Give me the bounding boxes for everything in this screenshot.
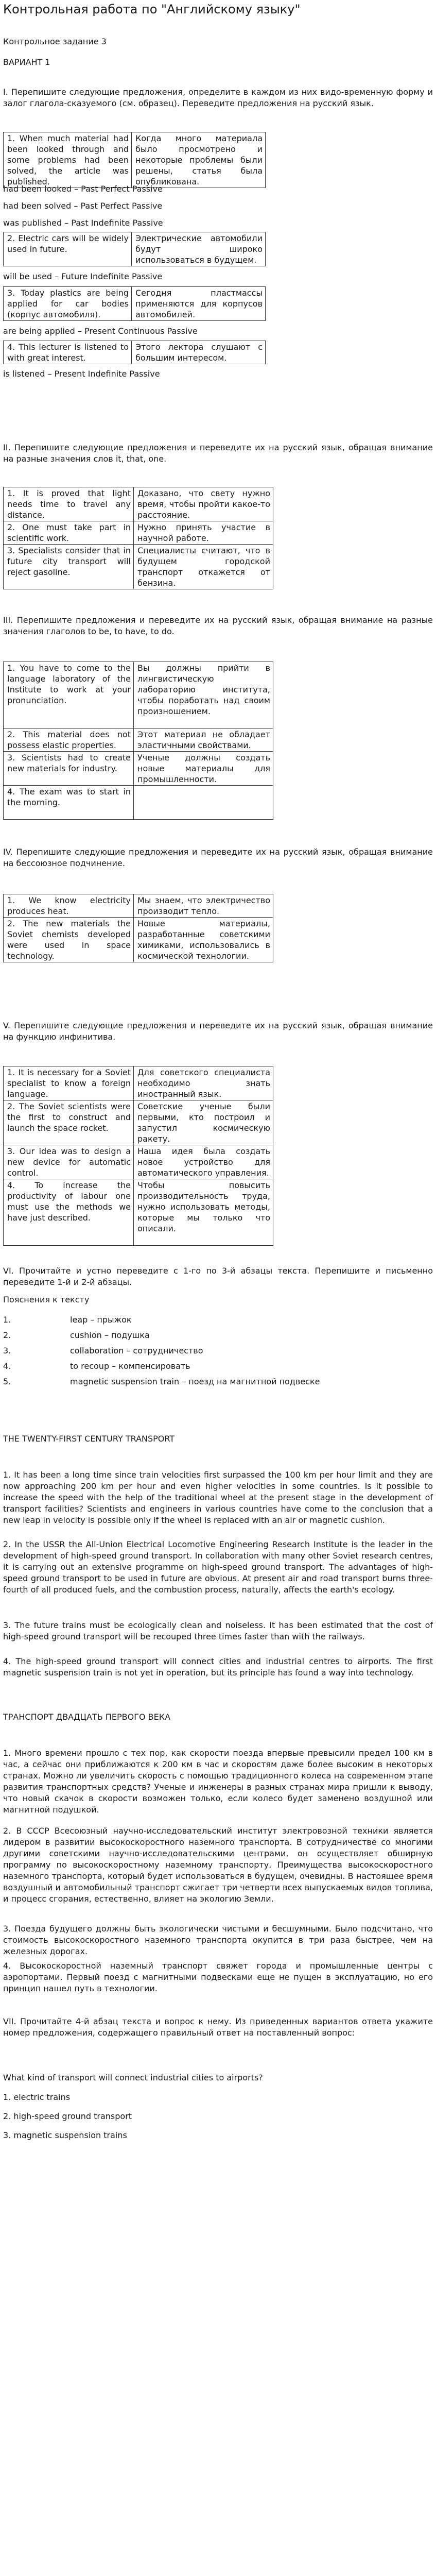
glossary-term: cushion – подушка [70, 1330, 150, 1340]
english-cell: 3. Our idea was to design a new device for automatic control. [4, 1145, 134, 1179]
english-cell: 4. To increase the productivity of labour one must use the methods we have just described. [4, 1179, 134, 1246]
english-cell: 3. Scientists had to create new materials for industry. [4, 752, 134, 786]
answer-option: 3. magnetic suspension trains [3, 2130, 127, 2140]
english-cell: 4. The exam was to start in the morning. [4, 786, 134, 820]
table-row [4, 752, 273, 786]
list-item [3, 1330, 320, 1345]
english-cell: 2. The Soviet scientists were the first to construct and launch the space rocket. [4, 1100, 134, 1145]
russian-cell: Вы должны прийти в лингвистическую лабораторию института, чтобы поработать над своим произношением. [134, 662, 273, 728]
glossary-list [3, 1314, 320, 1392]
task2-instruction: II. Перепишите следующие предложения и переведите их на русский язык, обращая внимание на разные значения слов it, that, one. [3, 443, 433, 464]
grammar-note: will be used – Future Indefinite Passive [3, 272, 163, 281]
table-row [4, 728, 273, 752]
glossary-number: 3. [3, 1346, 11, 1355]
text-ru-paragraph-3: 3. Поезда будущего должны быть экологически чистыми и бесшумными. Было подсчитано, что стоимость высокоскоростного наземного транспорта окупится в три раза быстрее, чем на железных дорогах. [3, 1924, 433, 1956]
english-cell: 3. Today plastics are being applied for car bodies (корпус автомобиля). [4, 287, 132, 321]
task3-table [3, 662, 273, 820]
answer-option: 2. high-speed ground transport [3, 2111, 132, 2121]
task5-instruction: V. Перепишите следующие предложения и переведите их на русский язык, обращая внимание на функцию инфинитива. [3, 1021, 433, 1042]
russian-cell: Чтобы повысить производительность труда, нужно использовать методы, которые мы только что описали. [134, 1179, 273, 1246]
grammar-note: had been solved – Past Perfect Passive [3, 201, 163, 211]
table-row [4, 521, 273, 545]
glossary-number: 1. [3, 1315, 11, 1325]
russian-cell: Этот материал не обладает эластичными свойствами. [134, 728, 273, 752]
english-cell: 1. You have to come to the language laboratory of the Institute to work at your pronunciation. [4, 662, 134, 728]
text-en-paragraph-4: 4. The high-speed ground transport will connect cities and industrial centres to airports. The first magnetic suspension train is not yet in operation, but its principle has found a way into technology. [3, 1656, 433, 1677]
english-cell: 2. One must take part in scientific work. [4, 521, 134, 545]
table-row [4, 132, 266, 188]
russian-cell: Советские ученые были первыми, кто построил и запустил космическую ракету. [134, 1100, 273, 1145]
task6-instruction: VI. Прочитайте и устно переведите с 1-го по 3-й абзацы текста. Перепишите и письменно переведите 1-й и 2-й абзацы. [3, 1266, 433, 1287]
variant-label: ВАРИАНТ 1 [3, 57, 50, 67]
english-cell: 2. The new materials the Soviet chemists developed were used in space technology. [4, 918, 134, 962]
text-ru-paragraph-1: 1. Много времени прошло с тех пор, как скорости поезда впервые превысили предел 100 км в час, а сейчас они приближаются к 200 км в час и скоростям даже более высоким в некоторых странах. Можно ли увеличить скорость с помощью традиционного колеса на современном этапе развития транспортных средств? Ученые и инженеры в разных странах мира пришли к выводу, что новый скачок в скорости возможен только, если колесо будет заменено воздушной или магнитной подушкой. [3, 1748, 433, 1815]
russian-cell: Электрические автомобили будут широко использоваться в будущем. [132, 232, 266, 266]
task4-instruction: IV. Перепишите следующие предложения и переведите их на русский язык, обращая внимание на бессоюзное подчинение. [3, 847, 433, 868]
text-en-paragraph-1: 1. It has been a long time since train velocities first surpassed the 100 km per hour limit and they are now approaching 200 km per hour and even higher velocities in some countries. Is it possible to increase the speed with the help of the traditional wheel at the present stage in the development of transport facilities? Scientists and engineers in various countries have come to the conclusion that a new leap in velocity is possible only if the wheel is replaced with an air or magnetic cushion. [3, 1470, 433, 1525]
table-row [4, 894, 273, 918]
list-item [3, 1314, 320, 1330]
table-row [4, 1100, 273, 1145]
task7-question: What kind of transport will connect industrial cities to airports? [3, 2073, 263, 2082]
table-row [4, 1066, 273, 1100]
list-item [3, 1376, 320, 1392]
text-en-title: THE TWENTY-FIRST CENTURY TRANSPORT [3, 1434, 175, 1444]
task1-item4-table [3, 341, 266, 364]
table-row [4, 545, 273, 589]
answer-option: 1. electric trains [3, 2092, 71, 2102]
glossary-term: to recoup – компенсировать [70, 1361, 190, 1371]
document-title: Контрольная работа по "Английскому языку" [3, 2, 301, 16]
russian-cell: Когда много материала было просмотрено и некоторые проблемы были решены, статья была опубликована. [132, 132, 266, 188]
task1-instruction: I. Перепишите следующие предложения, определите в каждом из них видо-временную форму и залог глагола-сказуемого (см. образец). Переведите предложения на русский язык. [3, 87, 433, 108]
grammar-note: is listened – Present Indefinite Passive [3, 369, 160, 379]
russian-cell [134, 786, 273, 820]
english-cell: 1. It is necessary for a Soviet specialist to know a foreign language. [4, 1066, 134, 1100]
russian-cell: Сегодня пластмассы применяются для корпусов автомобилей. [132, 287, 266, 321]
text-ru-title: ТРАНСПОРТ ДВАДЦАТЬ ПЕРВОГО ВЕКА [3, 1712, 171, 1722]
table-row [4, 287, 266, 321]
glossary-number: 5. [3, 1377, 11, 1386]
english-cell: 2. Electric cars will be widely used in future. [4, 232, 132, 266]
russian-cell: Для советского специалиста необходимо знать иностранный язык. [134, 1066, 273, 1100]
list-item [3, 1345, 320, 1361]
english-cell: 1. When much material had been looked through and some problems had been solved, the article was published. [4, 132, 132, 188]
russian-cell: Специалисты считают, что в будущем городской транспорт откажется от бензина. [134, 545, 273, 589]
task1-item3-table [3, 286, 266, 321]
russian-cell: Нужно принять участие в научной работе. [134, 521, 273, 545]
task1-item2-table [3, 232, 266, 266]
text-en-paragraph-2: 2. In the USSR the All-Union Electrical Locomotive Engineering Research Institute is the leader in the development of high-speed ground transport. In collaboration with many other Soviet research centres, it is carrying out an extensive programme on high-speed ground transport. The advantages of high-speed ground transport to be used in future are obvious. At present air and road transport burns three-fourth of all produced fuels, and the combustion process, naturally, affects the earth's ecology. [3, 1539, 433, 1595]
table-row [4, 1179, 273, 1246]
grammar-note: had been looked – Past Perfect Passive [3, 184, 163, 194]
assignment-subtitle: Контрольное задание 3 [3, 37, 107, 46]
table-row [4, 232, 266, 266]
english-cell: 3. Specialists consider that in future city transport will reject gasoline. [4, 545, 134, 589]
task1-example-table [3, 132, 266, 188]
glossary-number: 2. [3, 1330, 11, 1340]
text-ru-paragraph-2: 2. В СССР Всесоюзный научно-исследовательский институт электровозной техники является лидером в развитии высокоскоростного наземного транспорта. В сотрудничестве со многими другими советскими научно-исследовательскими центрами, он осуществляет обширную программу по высокоскоростному наземному транспорту. Преимущества высокоскоростного наземного транспорта, который будет использоваться в будущем, очевидны. В настоящее время воздушный и автомобильный транспорт сжигает три четверти всех выпускаемых видов топлива, и процесс сгорания, естественно, влияет на экологию Земли. [3, 1826, 433, 1904]
text-ru-paragraph-4: 4. Высокоскоростной наземный транспорт свяжет города и промышленные центры с аэропортами. Первый поезд с магнитными подвесками еще не пущен в эксплуатацию, но его принцип нашел путь в технологии. [3, 1961, 433, 1993]
russian-cell: Этого лектора слушают с большим интересом. [132, 341, 266, 364]
russian-cell: Наша идея была создать новое устройство для автоматического управления. [134, 1145, 273, 1179]
glossary-term: leap – прыжок [70, 1315, 132, 1325]
glossary-number: 4. [3, 1361, 11, 1371]
task3-instruction: III. Перепишите предложения и переведите их на русский язык, обращая внимание на разные значения глаголов to be, to have, to do. [3, 615, 433, 636]
task5-table [3, 1066, 273, 1246]
task4-table [3, 894, 273, 962]
table-row [4, 487, 273, 521]
glossary-term: magnetic suspension train – поезд на магнитной подвеске [70, 1377, 320, 1386]
list-item [3, 1361, 320, 1376]
table-row [4, 786, 273, 820]
russian-cell: Мы знаем, что электричество производит тепло. [134, 894, 273, 918]
russian-cell: Новые материалы, разработанные советскими химиками, использовались в космической технологии. [134, 918, 273, 962]
task2-table [3, 487, 273, 589]
grammar-note: was published – Past Indefinite Passive [3, 218, 163, 228]
grammar-note: are being applied – Present Continuous Passive [3, 326, 198, 336]
text-en-paragraph-3: 3. The future trains must be ecologically clean and noiseless. It has been estimated that the cost of high-speed ground transport will be recouped three times faster than with the railways. [3, 1620, 433, 1641]
english-cell: 2. This material does not possess elastic properties. [4, 728, 134, 752]
english-cell: 4. This lecturer is listened to with great interest. [4, 341, 132, 364]
english-cell: 1. We know electricity produces heat. [4, 894, 134, 918]
glossary-heading: Пояснения к тексту [3, 1295, 90, 1304]
russian-cell: Ученые должны создать новые материалы для промышленности. [134, 752, 273, 786]
table-row [4, 341, 266, 364]
task7-instruction: VII. Прочитайте 4-й абзац текста и вопрос к нему. Из приведенных вариантов ответа укажите номер предложения, содержащего правильный ответ на поставленный вопрос: [3, 2016, 433, 2038]
english-cell: 1. It is proved that light needs time to travel any distance. [4, 487, 134, 521]
table-row [4, 918, 273, 962]
table-row [4, 662, 273, 728]
glossary-term: collaboration – сотрудничество [70, 1346, 203, 1355]
russian-cell: Доказано, что свету нужно время, чтобы пройти какое-то расстояние. [134, 487, 273, 521]
table-row [4, 1145, 273, 1179]
